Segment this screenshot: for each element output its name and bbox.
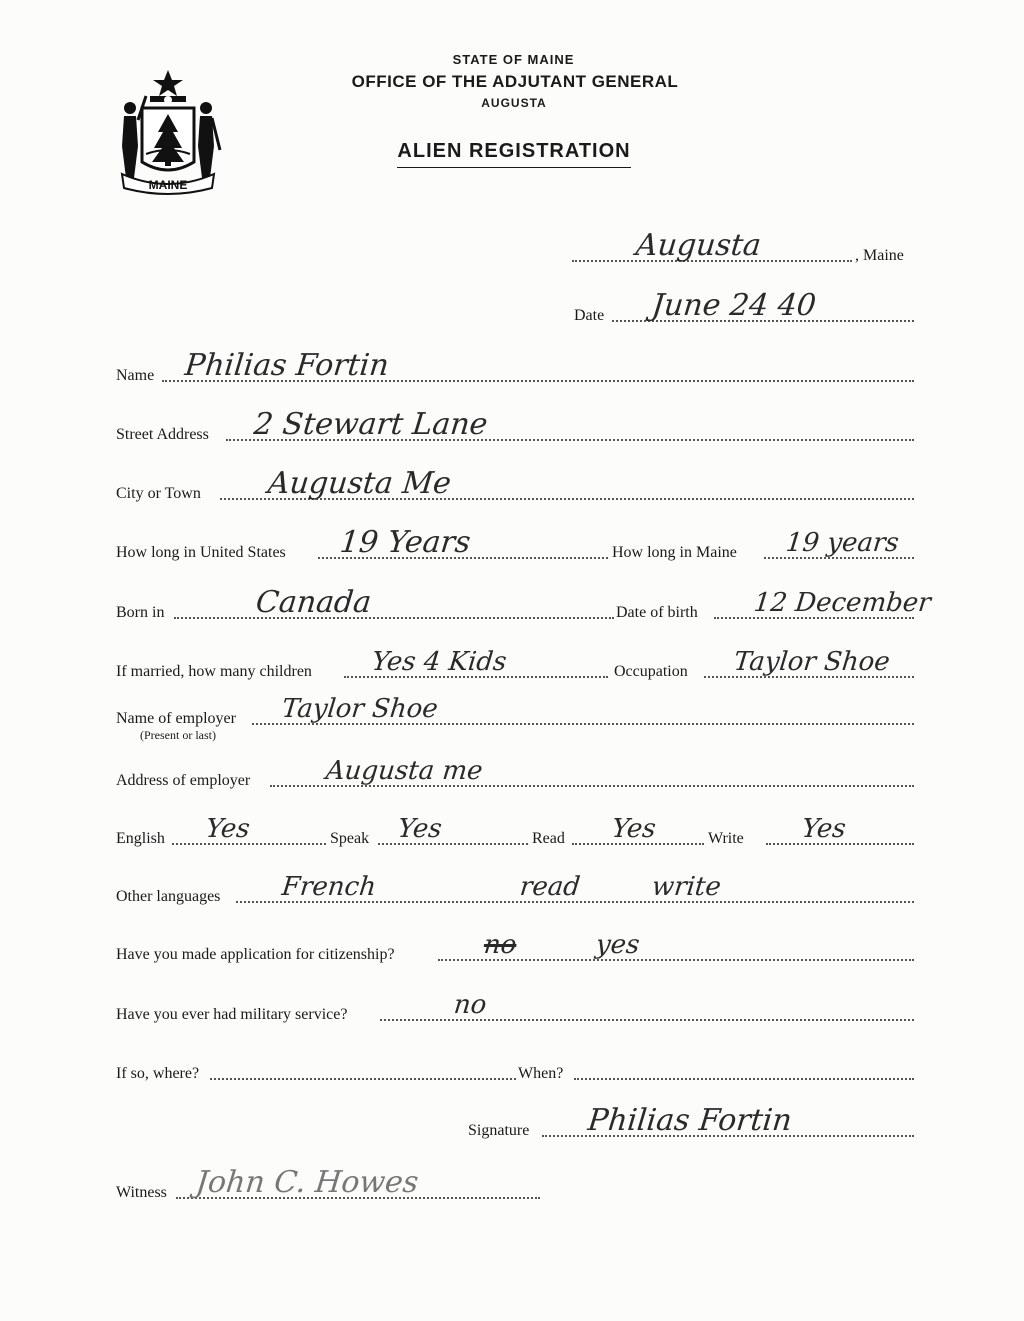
speak-value: Yes (396, 814, 444, 844)
where-when-row (0, 1043, 1024, 1083)
place-value: Augusta (634, 228, 763, 263)
employer-value: Taylor Shoe (280, 694, 440, 724)
date-label: Date (574, 307, 605, 324)
born-value: Canada (254, 585, 374, 620)
birth-date-value: 12 December (752, 588, 933, 618)
name-label: Name (116, 367, 155, 384)
us-years-value: 19 Years (338, 525, 473, 560)
name-value: Philias Fortin (183, 348, 391, 383)
city-label: City or Town (116, 485, 201, 502)
name-row (0, 345, 1024, 385)
other-languages-value-3: write (650, 872, 723, 902)
maine-years-value: 19 years (784, 528, 901, 558)
employer-address-row (0, 750, 1024, 790)
street-label: Street Address (116, 426, 209, 443)
english-value: Yes (204, 814, 252, 844)
military-row (0, 984, 1024, 1024)
maine-years-label: How long in Maine (612, 544, 737, 561)
form-title: ALIEN REGISTRATION (397, 140, 630, 168)
occupation-label: Occupation (614, 663, 688, 680)
signature-row (0, 1100, 1024, 1140)
born-line (174, 617, 614, 619)
other-languages-value-1: French (280, 872, 378, 902)
born-label: Born in (116, 604, 165, 621)
birth-row (0, 582, 1024, 622)
children-label: If married, how many children (116, 663, 312, 680)
where-label: If so, where? (116, 1065, 200, 1082)
header-office: OFFICE OF THE ADJUTANT GENERAL (351, 72, 679, 91)
where-line (210, 1078, 516, 1080)
street-value: 2 Stewart Lane (252, 407, 490, 442)
when-label: When? (518, 1065, 564, 1082)
employer-sublabel: (Present or last) (140, 728, 216, 742)
military-value: no (452, 990, 488, 1020)
citizenship-value: yes (594, 930, 641, 960)
employer-label: Name of employer (116, 710, 236, 727)
other-languages-value-2: read (518, 872, 582, 902)
witness-row (0, 1162, 1024, 1202)
birth-date-label: Date of birth (616, 604, 698, 621)
city-row (0, 463, 1024, 503)
speak-label: Speak (330, 830, 370, 847)
header-city: AUGUSTA (481, 96, 547, 110)
occupation-value: Taylor Shoe (732, 647, 892, 677)
signature-value: Philias Fortin (586, 1103, 794, 1138)
place-row (0, 225, 1024, 265)
employer-row (0, 688, 1024, 728)
when-line (574, 1078, 914, 1080)
form-header (0, 52, 1024, 168)
duration-row (0, 522, 1024, 562)
citizenship-row (0, 924, 1024, 964)
employer-address-label: Address of employer (116, 772, 251, 789)
family-occupation-row (0, 641, 1024, 681)
date-value: June 24 40 (650, 288, 818, 323)
other-languages-row (0, 866, 1024, 906)
english-line (172, 843, 326, 845)
write-label: Write (708, 830, 744, 847)
read-value: Yes (610, 814, 658, 844)
employer-address-value: Augusta me (324, 756, 485, 786)
street-row (0, 404, 1024, 444)
english-row (0, 808, 1024, 848)
read-label: Read (532, 830, 565, 847)
witness-label: Witness (116, 1184, 167, 1201)
witness-value: John C. Howes (194, 1165, 421, 1200)
other-languages-label: Other languages (116, 888, 221, 905)
citizenship-struck-value: no (482, 930, 518, 960)
date-row (0, 285, 1024, 325)
city-value: Augusta Me (266, 466, 453, 501)
write-value: Yes (800, 814, 848, 844)
place-suffix-label: , Maine (855, 247, 904, 264)
military-label: Have you ever had military service? (116, 1006, 348, 1023)
us-years-label: How long in United States (116, 544, 286, 561)
seal-banner-text: MAINE (148, 178, 188, 192)
english-label: English (116, 830, 165, 847)
citizenship-label: Have you made application for citizenship? (116, 946, 395, 963)
header-state: STATE OF MAINE (452, 52, 575, 67)
children-value: Yes 4 Kids (370, 647, 509, 677)
signature-label: Signature (468, 1122, 530, 1139)
